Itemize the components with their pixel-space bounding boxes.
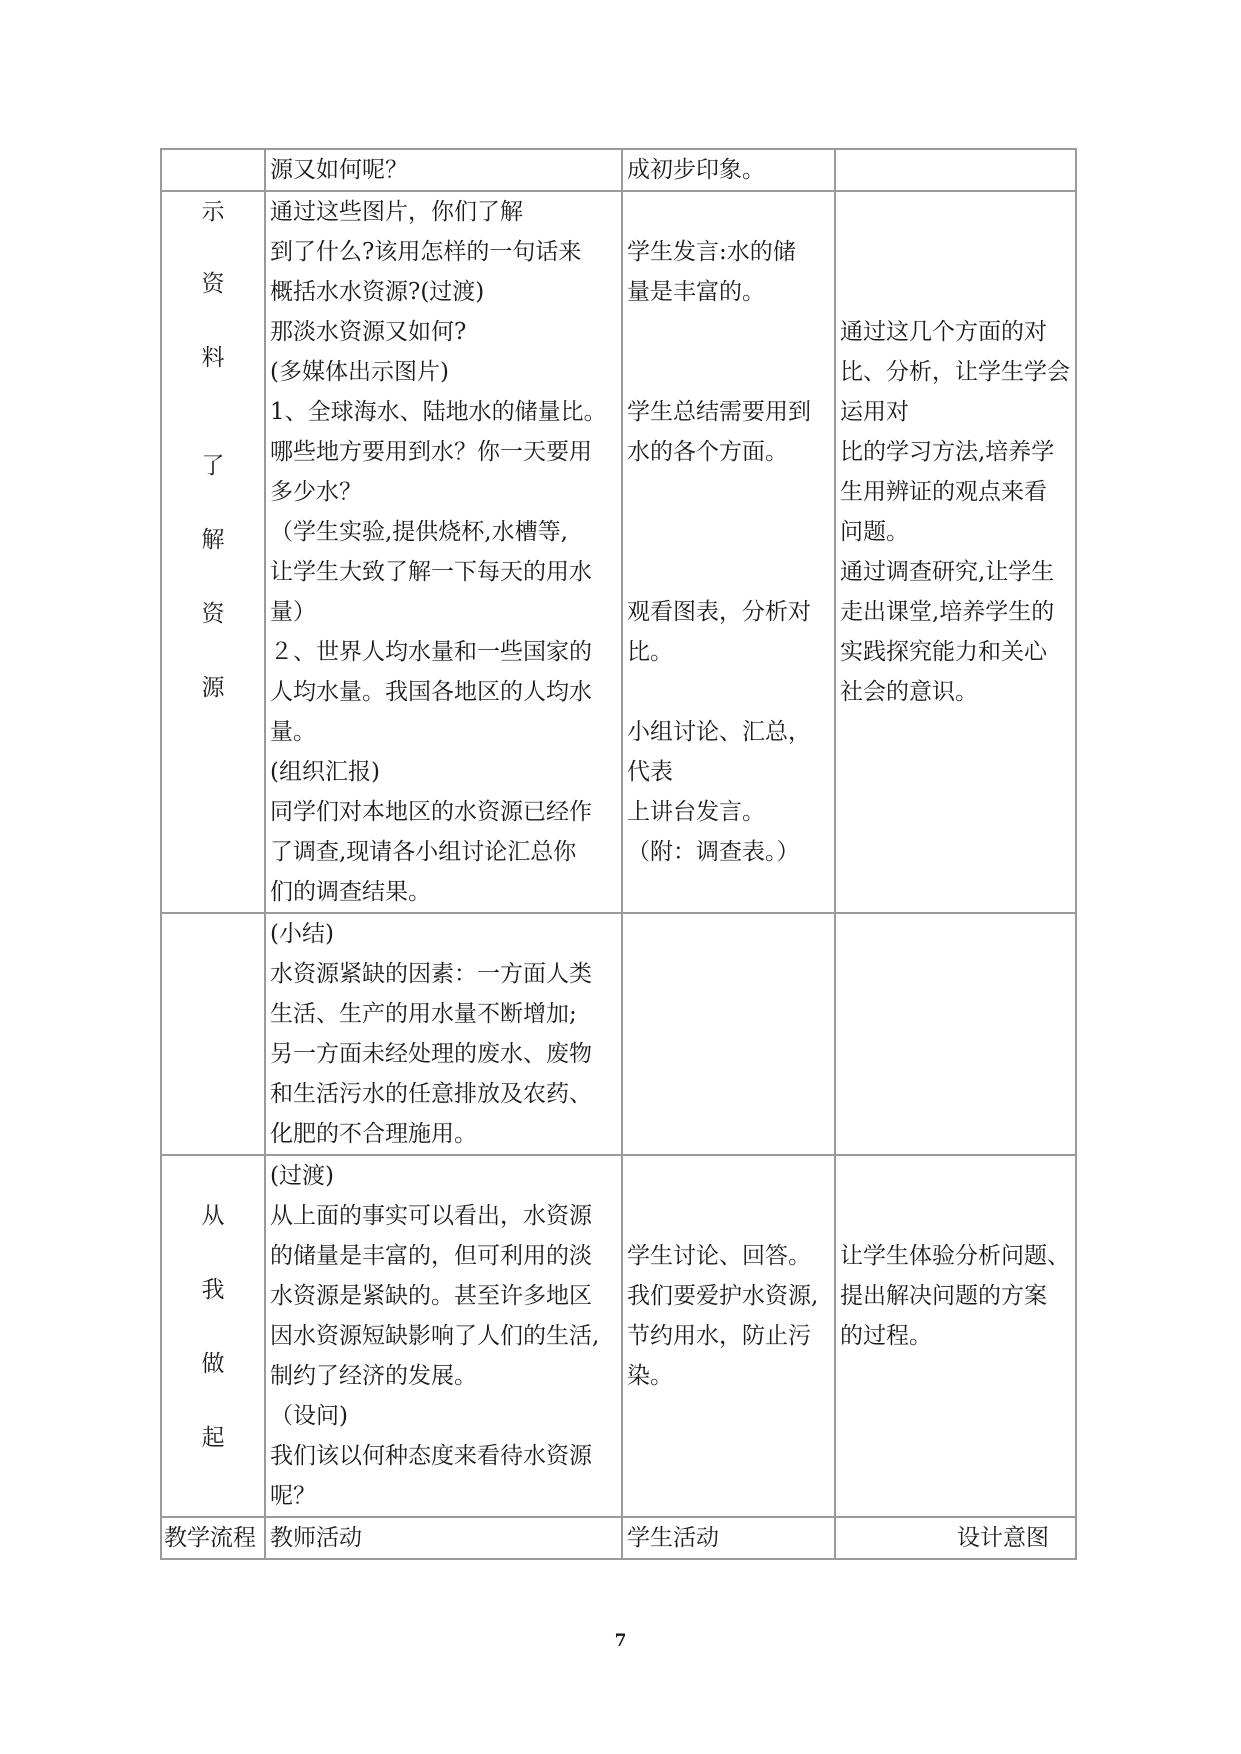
process-cell-show-materials [161,191,265,913]
text-line: 人均水量。我国各地区的人均水 [270,679,592,705]
teacher-activity-cell [265,149,622,191]
design-intent-cell [835,1155,1076,1517]
text-line: 制约了经济的发展。 [270,1363,477,1389]
process-cell-start-from-me [161,1155,265,1517]
table-row [161,191,1076,913]
lesson-plan-table [160,148,1077,1560]
header-student [622,1517,835,1559]
process-char: 示 [201,199,225,225]
student-activity-cell [622,1155,835,1517]
teacher-activity-cell [265,191,622,913]
text-line: 提出解决问题的方案 [840,1283,1047,1309]
text-line: 呢？ [270,1483,316,1509]
text-line: 水资源是紧缺的。甚至许多地区 [270,1283,592,1309]
text-line: 节约用水，防止污 [627,1323,811,1349]
text-line: 学生发言:水的储 [627,239,796,265]
text-line: 让学生体验分析问题、 [840,1243,1070,1269]
text-line: 通过调查研究,让学生 [840,559,1055,585]
text-line: 问题。 [840,519,909,545]
column-header: 教师活动 [270,1525,362,1551]
text-line: 社会的意识。 [840,679,978,705]
header-design [835,1517,1076,1559]
student-activity-cell [622,149,835,191]
text-line: 和生活污水的任意排放及农药、 [270,1081,592,1107]
text-line: 们的调查结果。 [270,879,431,905]
text-line: 到了什么?该用怎样的一句话来 [270,239,582,265]
process-char: 源 [201,675,225,701]
text-line: （附：调查表。） [627,839,800,865]
column-header: 教学流程 [164,1525,256,1551]
text-line: (小结) [270,921,334,947]
page-number: 7 [614,1631,627,1651]
text-line: 的储量是丰富的，但可利用的淡 [270,1243,592,1269]
text-line: 量。 [270,719,316,745]
process-char: 解 [201,527,225,553]
text-line: (组织汇报) [270,759,380,785]
table-row [161,1155,1076,1517]
student-activity-cell [622,191,835,913]
text-line: 源又如何呢？ [270,157,408,183]
text-line: 学生讨论、回答。 [627,1243,811,1269]
student-activity-cell [622,913,835,1155]
text-line: 代表 [627,759,673,785]
text-line: 了调查,现请各小组讨论汇总你 [270,839,577,865]
text-line: 走出课堂,培养学生的 [840,599,1055,625]
text-line: 从上面的事实可以看出，水资源 [270,1203,592,1229]
design-intent-cell [835,191,1076,913]
text-line: ２、世界人均水量和一些国家的 [270,639,592,665]
text-line: (多媒体出示图片) [270,359,449,385]
text-line: 比、分析，让学生学会 [840,359,1070,385]
text-line: 生用辨证的观点来看 [840,479,1047,505]
text-line: 小组讨论、汇总， [627,719,811,745]
process-char: 资 [201,271,225,297]
table-header-row [161,1517,1076,1559]
process-char: 料 [201,345,225,371]
text-line: 通过这几个方面的对 [840,319,1047,345]
text-line: 我们该以何种态度来看待水资源 [270,1443,592,1469]
text-line: 水资源紧缺的因素：一方面人类 [270,961,592,987]
teacher-activity-cell [265,1155,622,1517]
design-intent-cell [835,149,1076,191]
text-line: 成初步印象。 [627,157,765,183]
process-char: 从 [201,1203,225,1229]
text-line: (过渡) [270,1163,334,1189]
text-line: 观看图表，分析对 [627,599,811,625]
text-line: 同学们对本地区的水资源已经作 [270,799,592,825]
text-line: 化肥的不合理施用。 [270,1121,477,1147]
process-char: 资 [201,601,225,627]
text-line: 量） [270,599,316,625]
text-line: 运用对 [840,399,909,425]
process-char: 我 [201,1277,225,1303]
text-line: 多少水？ [270,479,362,505]
process-char: 起 [201,1425,225,1451]
text-line: 哪些地方要用到水？你一天要用 [270,439,592,465]
text-line: 1、全球海水、陆地水的储量比。 [270,399,607,425]
design-intent-cell [835,913,1076,1155]
text-line: （设问) [270,1403,348,1429]
text-line: 生活、生产的用水量不断增加; [270,1001,577,1027]
text-line: 学生总结需要用到 [627,399,811,425]
process-cell-empty [161,913,265,1155]
text-line: 概括水水资源?(过渡) [270,279,485,305]
header-teacher [265,1517,622,1559]
process-cell-empty [161,149,265,191]
text-line: 量是丰富的。 [627,279,765,305]
text-line: 我们要爱护水资源, [627,1283,819,1309]
teacher-activity-cell [265,913,622,1155]
text-line: 那淡水资源又如何? [270,319,467,345]
text-line: 另一方面未经处理的废水、废物 [270,1041,592,1067]
text-line: 的过程。 [840,1323,932,1349]
process-char: 做 [201,1351,225,1377]
header-process [161,1517,265,1559]
text-line: 水的各个方面。 [627,439,788,465]
text-line: （学生实验,提供烧杯,水槽等, [270,519,568,545]
text-line: 上讲台发言。 [627,799,765,825]
text-line: 比的学习方法,培养学 [840,439,1055,465]
text-line: 比。 [627,639,673,665]
table-row [161,913,1076,1155]
text-line: 染。 [627,1363,673,1389]
text-line: 实践探究能力和关心 [840,639,1047,665]
table-row [161,149,1076,191]
column-header: 设计意图 [957,1525,1049,1551]
process-char: 了 [201,453,225,479]
text-line: 让学生大致了解一下每天的用水 [270,559,592,585]
column-header: 学生活动 [627,1525,719,1551]
text-line: 因水资源短缺影响了人们的生活, [270,1323,600,1349]
text-line: 通过这些图片，你们了解 [270,199,523,225]
